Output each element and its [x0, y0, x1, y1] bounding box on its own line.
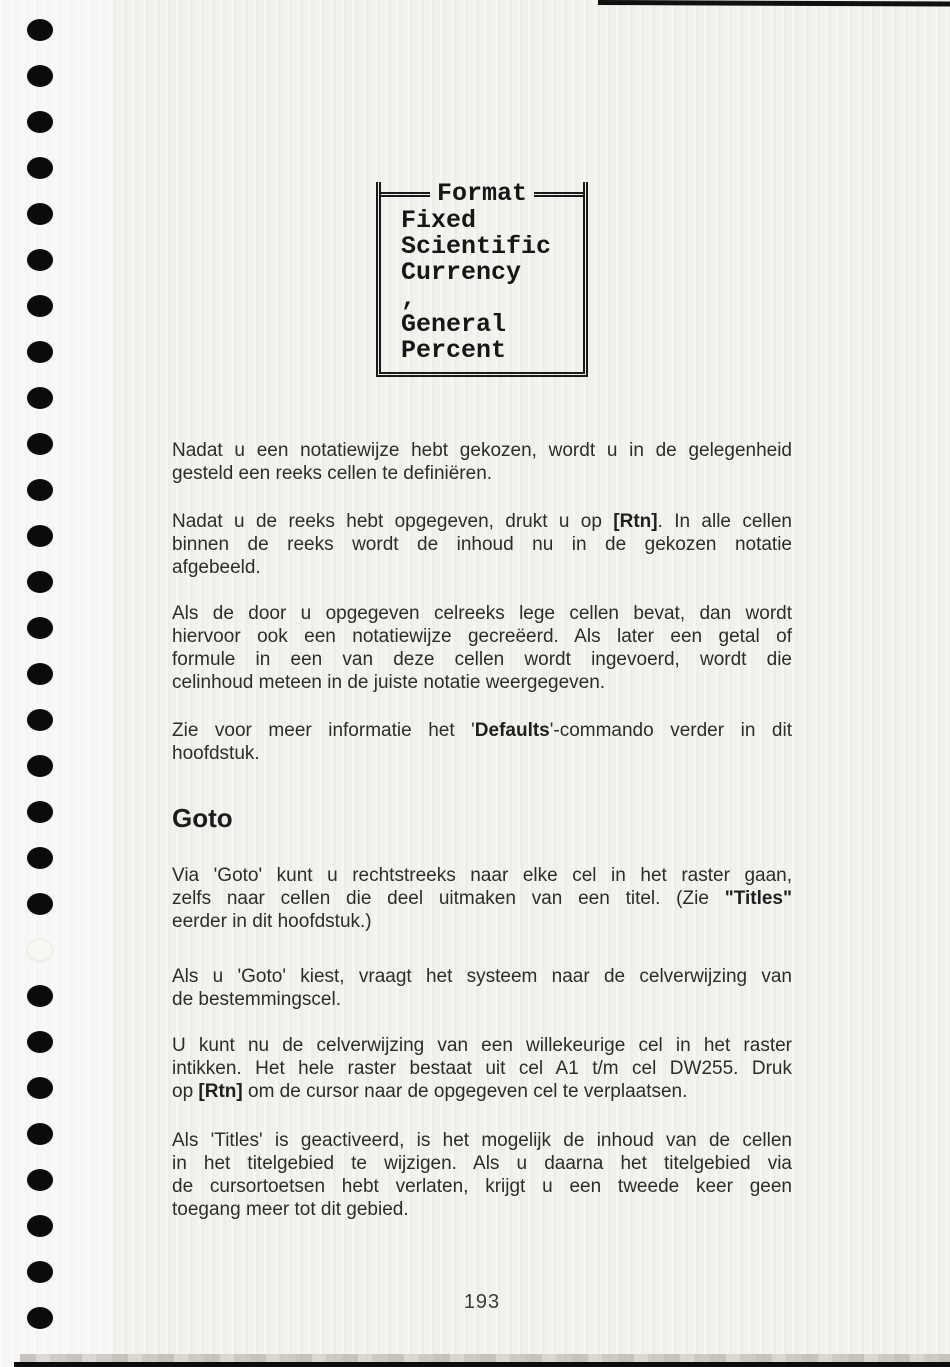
text-line: Nadat u een notatiewijze hebt gekozen, wordt u in de gelegenheid	[172, 440, 792, 461]
body-paragraph-2	[172, 510, 792, 579]
menu-item-fixed: Fixed	[401, 206, 477, 235]
double-line-left	[381, 192, 430, 197]
binding-hole	[27, 801, 53, 823]
body-paragraph-7	[172, 965, 792, 1011]
text-line: gesteld een reeks cellen te definiëren.	[172, 463, 493, 484]
binding-hole	[27, 709, 53, 731]
text-line: binnen de reeks wordt de inhoud nu in de gekozen notatie	[172, 534, 792, 555]
binding-hole	[27, 295, 53, 317]
body-paragraph-1	[172, 439, 792, 485]
text-line: zelfs naar cellen die deel uitmaken van een titel. (Zie "Titles"	[172, 888, 792, 909]
text-line: Als 'Titles' is geactiveerd, is het mogelijk de inhoud van de cellen	[172, 1130, 792, 1151]
menu-item-general: General	[401, 310, 507, 339]
binding-hole	[27, 65, 53, 87]
menu-item-percent: Percent	[401, 336, 507, 365]
binding-hole-ghost	[27, 939, 53, 961]
text-line: hoofdstuk.	[172, 743, 260, 764]
text-line: Als u 'Goto' kiest, vraagt het systeem naar de celverwijzing van	[172, 966, 792, 987]
binding-hole	[27, 1169, 53, 1191]
menu-item-comma: ,	[401, 284, 417, 313]
binding-hole	[27, 1261, 53, 1283]
body-paragraph-4	[172, 719, 792, 765]
scan-edge-bottom-line	[14, 1362, 950, 1367]
body-paragraph-3	[172, 602, 792, 694]
text-line: de bestemmingscel.	[172, 989, 341, 1010]
text-line: Als de door u opgegeven celreeks lege cellen bevat, dan wordt	[172, 603, 792, 624]
binding-hole	[27, 479, 53, 501]
menu-item-scientific: Scientific	[401, 232, 552, 261]
binding-hole	[27, 203, 53, 225]
binding-hole	[27, 893, 53, 915]
content-column	[172, 0, 792, 1221]
binding-hole	[27, 847, 53, 869]
binding-hole	[27, 571, 53, 593]
text-line: Via 'Goto' kunt u rechtstreeks naar elke cel in het raster gaan,	[172, 865, 792, 886]
binding-hole	[27, 111, 53, 133]
binding-hole	[27, 19, 53, 41]
binding-hole	[27, 985, 53, 1007]
binding-hole	[27, 1077, 53, 1099]
binding-hole	[27, 663, 53, 685]
format-menu-title: Format	[437, 179, 528, 208]
binding-hole	[27, 1123, 53, 1145]
text-line: Zie voor meer informatie het 'Defaults'-commando verder in dit	[172, 720, 793, 741]
binding-hole	[27, 617, 53, 639]
binding-hole	[27, 1031, 53, 1053]
text-line: toegang meer tot dit gebied.	[172, 1199, 409, 1220]
section-heading-goto: Goto	[172, 803, 233, 833]
binding-margin-strip	[0, 0, 112, 1367]
text-line: in het titelgebied te wijzigen. Als u daarna het titelgebied via	[172, 1153, 792, 1174]
binding-hole	[27, 157, 53, 179]
format-menu-items	[381, 206, 583, 372]
format-menu-header	[381, 179, 583, 208]
menu-item-currency: Currency	[401, 258, 522, 287]
binding-hole	[27, 1307, 53, 1329]
binding-hole	[27, 525, 53, 547]
text-line: de cursortoetsen hebt verlaten, krijgt u een tweede keer geen	[172, 1176, 792, 1197]
binding-hole	[27, 341, 53, 363]
text-line: eerder in dit hoofdstuk.)	[172, 911, 372, 932]
text-line: afgebeeld.	[172, 557, 261, 578]
text-line: intikken. Het hele raster bestaat uit cel A1 t/m cel DW255. Druk	[172, 1058, 792, 1079]
double-line-right	[534, 192, 583, 197]
binding-hole	[27, 755, 53, 777]
text-line: formule in een van deze cellen wordt ingevoerd, wordt die	[172, 649, 792, 670]
binding-hole	[27, 1215, 53, 1237]
text-line: Nadat u de reeks hebt opgegeven, drukt u op [Rtn]. In alle cellen	[172, 511, 792, 532]
format-menu-box	[376, 179, 588, 377]
body-paragraph-9	[172, 1129, 792, 1221]
text-line: celinhoud meteen in de juiste notatie weergegeven.	[172, 672, 606, 693]
text-line: U kunt nu de celverwijzing van een willekeurige cel in het raster	[172, 1035, 792, 1056]
body-paragraph-6	[172, 864, 792, 933]
binding-hole	[27, 249, 53, 271]
body-paragraph-8	[172, 1034, 792, 1103]
binding-hole	[27, 387, 53, 409]
binding-hole	[27, 433, 53, 455]
text-line: op [Rtn] om de cursor naar de opgegeven cel te verplaatsen.	[172, 1081, 688, 1102]
text-line: hiervoor ook een notatiewijze gecreëerd. Als later een getal of	[172, 626, 792, 647]
page-number: 193	[463, 1291, 501, 1313]
